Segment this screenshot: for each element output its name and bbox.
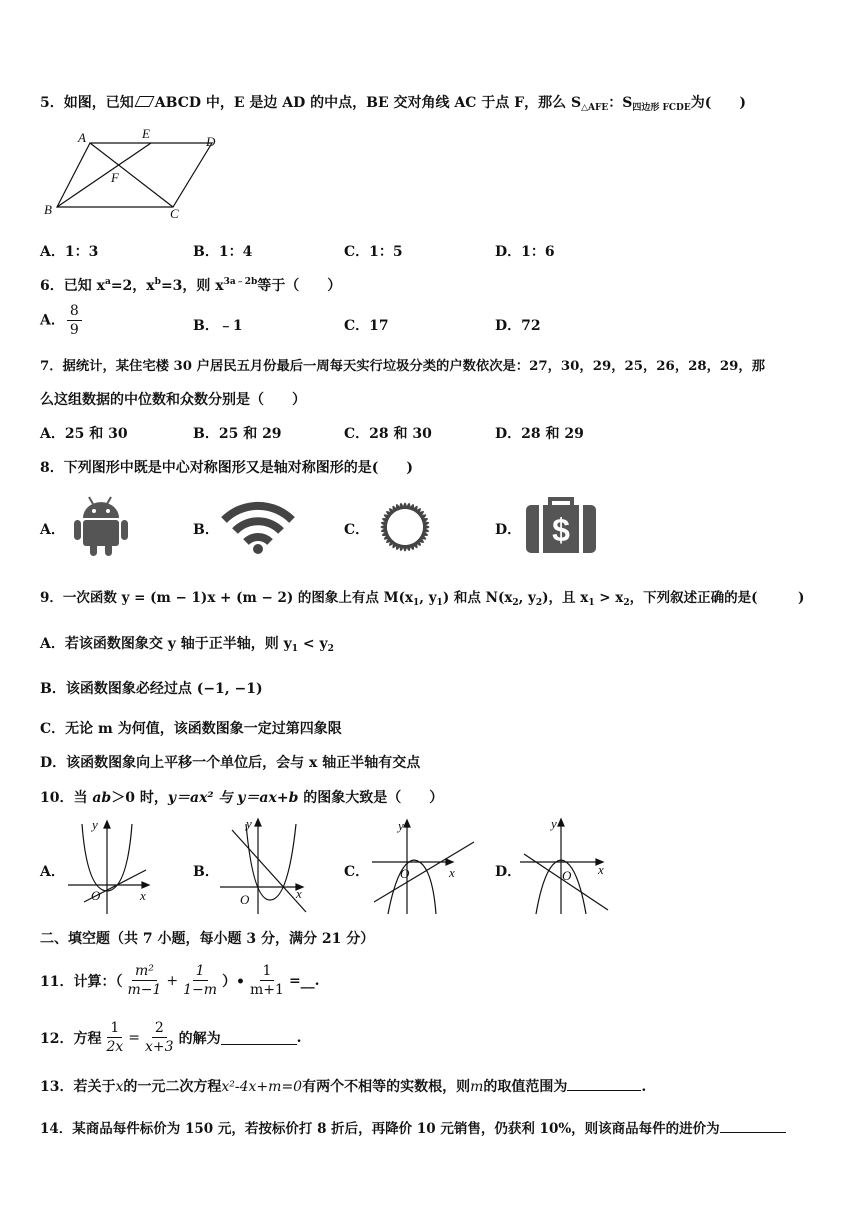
q12-f1d: 2x (106, 1039, 124, 1055)
q12-stem: 12．方程 $\frac{1}{2x}$ = $\frac{2}{x+3}$ 的解为 . (40, 1020, 302, 1055)
q9-s5: 1 (588, 598, 595, 608)
q11-close: ）• (222, 973, 246, 990)
graph-b-x-label: x (296, 886, 302, 901)
q6-stem (40, 274, 341, 295)
q13-mid2: 有两个不相等的实数根，则 (302, 1079, 471, 1095)
sunburst-icon (370, 494, 440, 560)
graph-d (518, 814, 618, 916)
q11-f2d: 1−m (183, 982, 218, 998)
q11-pre: 11．计算：（ (40, 973, 123, 990)
graph-b-origin: O (240, 892, 250, 907)
q7-option-a[interactable]: A．25 和 30 (40, 426, 128, 442)
label-A: A (78, 130, 86, 145)
label-C: C (170, 206, 179, 221)
graph-d-y-label: y (551, 816, 557, 831)
q9-t3: ) 和点 N(x (442, 590, 513, 606)
q8-option-c[interactable]: C． (344, 522, 370, 538)
q9-optA-mid: < y (298, 636, 328, 652)
q6-sup1: a (104, 277, 111, 287)
graph-c-origin: O (400, 866, 410, 881)
graph-c (368, 814, 478, 916)
q6-text-3: =3，则 x (160, 278, 224, 294)
q9-optA-s1: 1 (291, 644, 299, 654)
q10-text-mid: ＞0 时， (111, 790, 168, 806)
q12-f2d: x+3 (145, 1039, 174, 1055)
q10-text-pre: 10．当 (40, 790, 93, 806)
q6-option-c[interactable]: C．17 (344, 318, 389, 334)
q13-m: m (470, 1079, 484, 1095)
q5-text-end: 为( ) (690, 95, 746, 111)
q9-t4: , y (518, 590, 536, 606)
q11-f3n: 1 (260, 962, 275, 981)
q7-option-c[interactable]: C．28 和 30 (344, 426, 432, 442)
q9-option-d[interactable]: D．该函数图象向上平移一个单位后，会与 x 轴正半轴有交点 (40, 755, 421, 771)
q6-optA-den: 9 (69, 322, 79, 338)
wifi-icon (220, 498, 296, 554)
parallelogram-icon (134, 96, 154, 107)
graph-a-x-label: x (140, 888, 146, 903)
q6-option-b[interactable]: B．﹣1 (193, 318, 243, 334)
q13-end: 的取值范围为 (483, 1079, 568, 1095)
q6-sup3: 3a﹣2b (223, 277, 258, 287)
q9-s2: 1 (436, 598, 443, 608)
q5-text-pre: 5．如图，已知 (40, 95, 134, 111)
q5-option-d[interactable]: D．1：6 (495, 244, 555, 260)
q5-option-b[interactable]: B．1：4 (193, 244, 253, 260)
q10-option-b[interactable]: B． (193, 864, 219, 880)
q13-eq: x²-4x+m=0 (221, 1079, 303, 1095)
q11-f1d: m−1 (127, 982, 162, 998)
q9-t5: )，且 x (542, 590, 589, 606)
q9-text-pre: 9．一次函数 y = (m − 1)x + (m − 2) 的图象上有点 M(x (40, 590, 414, 606)
q11-f1n: m² (132, 962, 157, 981)
q10-ab: ab (92, 790, 112, 806)
q7-line1: 7．据统计，某住宅楼 30 户居民五月份最后一周每天实行垃圾分类的户数依次是：27，30，29，25，26，28，29，那 (40, 359, 766, 374)
label-B: B (44, 202, 52, 217)
dollar-briefcase-icon (524, 495, 598, 555)
q7-line2: 么这组数据的中位数和众数分别是（ ） (40, 392, 306, 408)
q7-option-b[interactable]: B．25 和 29 (193, 426, 282, 442)
q12-frac1 (103, 1019, 126, 1056)
q5-stem (40, 92, 746, 113)
label-E: E (142, 126, 150, 141)
q10-option-a[interactable]: A． (40, 864, 65, 880)
section-2-heading: 二、填空题（共 7 小题，每小题 3 分，满分 21 分） (40, 931, 375, 947)
graph-b-y-label: y (246, 816, 252, 831)
q9-optA-pre: A．若该函数图象交 y 轴于正半轴，则 y (40, 636, 292, 652)
label-D: D (206, 134, 216, 149)
q6-optA-num: 8 (67, 302, 82, 321)
q8-option-a[interactable]: A． (40, 522, 65, 538)
q13-stem: 13．若关于x的一元二次方程x²-4x+m=0有两个不相等的实数根，则m的取值范围为 . (40, 1079, 647, 1095)
q6-sup2: b (154, 277, 161, 287)
q11-plus: + (166, 972, 179, 989)
graph-c-y-label: y (398, 818, 404, 833)
q13-answer-blank[interactable] (567, 1078, 641, 1091)
q10-option-c[interactable]: C． (344, 864, 370, 880)
label-F: F (111, 170, 119, 185)
q5-option-a[interactable]: A．1：3 (40, 244, 99, 260)
q10-eq1: y＝ax² 与 y＝ax+b (167, 790, 299, 806)
q11-f2n: 1 (193, 962, 208, 981)
q9-s4: 2 (535, 598, 543, 608)
q11-f3d: m+1 (250, 982, 284, 998)
parallelogram-diagram (40, 124, 230, 224)
q6-option-a[interactable] (40, 302, 84, 339)
q8-option-d[interactable]: D． (495, 522, 522, 538)
q12-f1n: 1 (107, 1019, 122, 1038)
q5-sub1: △AFE (581, 103, 609, 113)
q7-option-d[interactable]: D．28 和 29 (495, 426, 584, 442)
q9-text-end: ，下列叙述正确的是( ) (629, 590, 805, 606)
q9-optA-s2: 2 (327, 644, 334, 654)
q5-sub2: 四边形 FCDE (632, 103, 691, 113)
q9-option-b[interactable]: B．该函数图象必经过点 (−1, −1) (40, 681, 263, 697)
q11-frac2 (180, 962, 220, 999)
q12-end: 的解为 (178, 1030, 221, 1047)
q12-frac2 (142, 1019, 177, 1056)
graph-a-origin: O (91, 888, 101, 903)
q9-s3: 2 (512, 598, 519, 608)
q11-frac1 (124, 962, 164, 999)
q10-option-d[interactable]: D． (495, 864, 522, 880)
q12-pre: 12．方程 (40, 1030, 102, 1047)
graph-c-x-label: x (449, 865, 455, 880)
q9-option-c[interactable]: C．无论 m 为何值，该函数图象一定过第四象限 (40, 721, 342, 737)
q8-stem: 8．下列图形中既是中心对称图形又是轴对称图形的是( ) (40, 460, 413, 476)
graph-d-origin: O (562, 868, 572, 883)
graph-a-y-label: y (92, 817, 98, 832)
q6-text-2: =2，x (110, 278, 155, 294)
q14-text: 14．某商品每件标价为 150 元，若按标价打 8 折后，再降价 10 元销售，仍获利 10%，则该商品每件的进价为 (40, 1121, 720, 1137)
q6-text-pre: 6．已知 x (40, 278, 105, 294)
q12-answer-blank[interactable] (221, 1030, 297, 1045)
q13-pre: 13．若关于 (40, 1079, 116, 1095)
q14-stem (40, 1117, 786, 1137)
q6-option-a-fraction (67, 302, 82, 339)
q6-option-a-label: A． (40, 312, 65, 329)
q9-t6: > x (594, 590, 624, 606)
q5-option-c[interactable]: C．1：5 (344, 244, 403, 260)
q13-x: x (115, 1079, 124, 1095)
q11-end: =__. (288, 972, 320, 989)
q13-mid: 的一元二次方程 (123, 1079, 222, 1095)
q11-stem (40, 962, 320, 999)
q9-option-a[interactable] (40, 633, 334, 654)
q9-s1: 1 (413, 598, 420, 608)
q8-option-b[interactable]: B． (193, 522, 219, 538)
q14-answer-blank[interactable] (720, 1120, 786, 1133)
android-icon (73, 494, 129, 556)
q10-text-end: 的图象大致是（ ） (298, 790, 444, 806)
graph-b (218, 814, 313, 916)
q12-eq: = (128, 1029, 141, 1046)
q5-text-mid: ABCD 中，E 是边 AD 的中点，BE 交对角线 AC 于点 F，那么 S (154, 95, 582, 111)
q9-t2: , y (419, 590, 437, 606)
q12-f2n: 2 (152, 1019, 167, 1038)
graph-d-x-label: x (598, 862, 604, 877)
q5-colon: ：S (608, 95, 633, 111)
q11-frac3 (247, 962, 287, 999)
graph-a (64, 814, 159, 916)
dollar-sign: $ (552, 512, 570, 548)
q9-s6: 2 (623, 598, 630, 608)
q9-stem (40, 586, 804, 608)
q6-text-end: 等于（ ） (257, 278, 342, 294)
q10-stem (40, 787, 443, 807)
q6-option-d[interactable]: D．72 (495, 318, 541, 334)
